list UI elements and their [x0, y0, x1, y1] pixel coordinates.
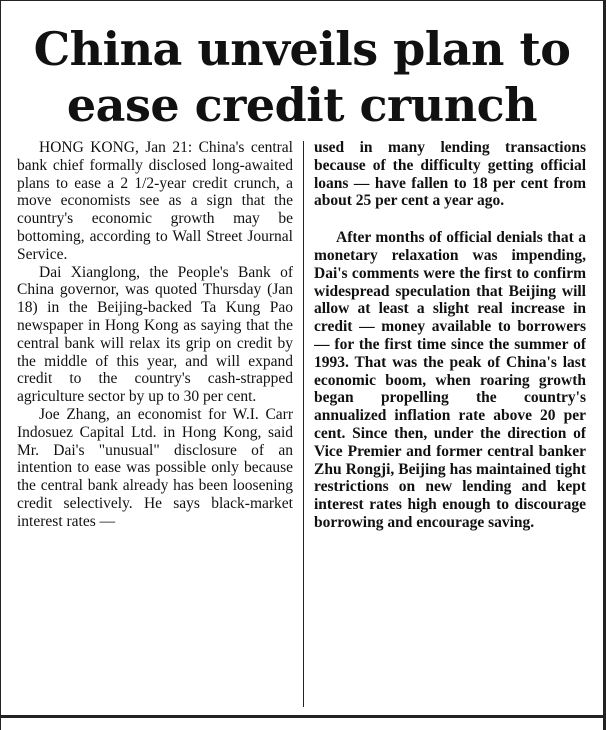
paragraph-4: used in many lending transactions because of the difficulty getting official loans — have fallen to 18 per cent from about 25 per cent a year ago.	[314, 139, 586, 210]
dateline: HONG KONG, Jan 21:	[39, 139, 193, 156]
left-column	[17, 139, 293, 709]
column-divider	[303, 141, 304, 707]
paragraph-3: Joe Zhang, an economist for W.I. Carr Indosuez Capital Ltd. in Hong Kong, said Mr. Dai's "unusual" disclosure of an intention to ease was possible only because the central bank already has been loosening credit selectively. He says black-market interest rates —	[17, 405, 293, 530]
paragraph-2: Dai Xianglong, the People's Bank of China governor, was quoted Thursday (Jan 18) in the Beijing-backed Ta Kung Pao newspaper in Hong Kong as saying that the central bank will relax its grip on credit by the middle of this year, and will expand credit to the country's cash-strapped agriculture sector by up to 30 per cent.	[17, 263, 293, 406]
article-body	[17, 139, 585, 709]
headline: China unveils plan to ease credit crunch	[33, 22, 571, 132]
paragraph-1	[17, 139, 293, 264]
paragraph-1-text: China's central bank chief formally disclosed long-awaited plans to ease a 2 1/2-year credit crunch, a move economists see as a sign that the country's economic growth may be bottoming, according to Wall Street Journal Service.	[17, 139, 293, 263]
bottom-border	[1, 715, 603, 718]
paragraph-5: After months of official denials that a monetary relaxation was impending, Dai's comments were the first to confirm widespread speculation that Beijing will allow at least a slight real increase in credit — money available to borrowers — for the first time since the summer of 1993. That was the peak of China's last economic boom, when roaring growth began propelling the country's annualized inflation rate above 20 per cent. Since then, under the direction of Vice Premier and former central banker Zhu Rongji, Beijing has maintained tight restrictions on new lending and kept interest rates high enough to discourage borrowing and encourage saving.	[314, 229, 586, 531]
right-column	[314, 139, 586, 709]
